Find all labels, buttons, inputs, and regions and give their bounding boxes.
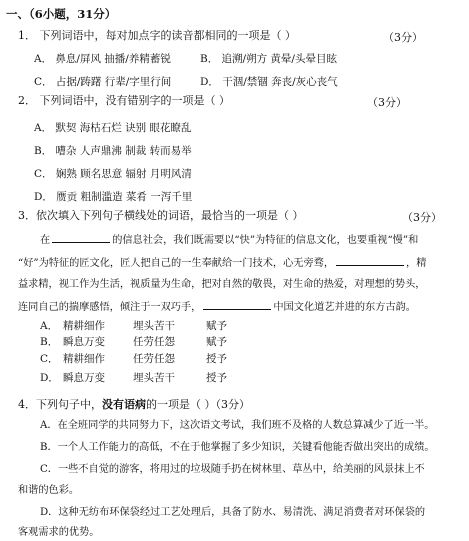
question-1-stem: 1． 下列词语中，每对加点字的读音都相同的一项是（ ）	[18, 29, 296, 42]
q3-blank-2	[336, 256, 404, 266]
q3-passage-text-3: ，精	[406, 258, 427, 269]
question-3-stem: 3．依次填入下列句子横线处的词语，最恰当的一项是（ ）	[18, 209, 304, 222]
q2-option-a: A． 默契 海枯石烂 诀别 眼花瞭乱	[34, 122, 192, 134]
q3-blank-3	[203, 300, 271, 310]
q3-passage-line-4	[18, 300, 416, 314]
q4-option-b: B．一个人工作能力的高低，不在于他掌握了多少知识，关键看他能否做出突出的成绩。	[40, 442, 435, 453]
q3-option-b-word-1: 瞬息万变	[63, 336, 105, 348]
q3-passage-text-6: 中国文化道艺并进的东方古韵。	[273, 302, 416, 313]
q3-passage-line-3	[18, 278, 426, 291]
q4-stem-part-1: 4．下列句子中，	[18, 398, 102, 411]
question-1-points: （3分）	[383, 31, 423, 44]
section-title: 一、（6小题，31分）	[6, 7, 117, 21]
q2-option-c: C． 娴熟 顾名思意 辐射 月明风清	[34, 168, 192, 180]
q4-option-d-cont: 客观需求的优势。	[18, 527, 100, 538]
q3-option-a-word-2: 埋头苦干	[133, 320, 175, 332]
question-2-stem: 2． 下列词语中，没有错别字的一项是（ ）	[18, 94, 230, 107]
q3-option-a-word-3: 赋予	[206, 320, 227, 332]
q3-option-d-word-1: 瞬息万变	[63, 372, 105, 384]
q3-passage-text-2: “好”为特征的匠文化，匠人把自己的一生奉献给一门技术，心无旁骛，	[18, 258, 335, 269]
q3-option-c-word-1: 精耕细作	[63, 353, 105, 365]
q2-option-d: D． 赝贡 粗制滥造 菜肴 一泻千里	[34, 191, 193, 203]
q3-option-b-word-2: 任劳任怨	[133, 336, 175, 348]
q3-option-d-letter: D．	[40, 372, 59, 384]
q3-passage-line-2	[18, 256, 426, 270]
question-2-points: （3分）	[367, 96, 407, 109]
q3-passage-text-4: 益求精，视工作为生活，视质量为生命，把对自然的敬畏，对生命的热爱，对理想的势头，	[18, 279, 426, 290]
q3-passage-line-1	[40, 233, 418, 247]
q3-passage-text-1: 的信息社会，我们既需要以“快”为特征的信息文化，也要重视“慢”和	[112, 235, 419, 246]
q4-option-c: C．一些不自觉的游客，将用过的垃圾随手扔在树林里、草丛中，给美丽的风景抹上不	[40, 464, 425, 475]
q1-option-b: B． 追溯/朔方 黄晕/头晕目眩	[200, 53, 337, 65]
q3-option-a-word-1: 精耕细作	[63, 320, 105, 332]
question-4-stem	[18, 398, 250, 411]
q3-option-b-word-3: 赋予	[206, 336, 227, 348]
q3-passage-text-5: 连同自己的揣摩感悟，倾注于一双巧手，	[18, 302, 202, 313]
q1-option-d: D． 干涸/禁锢 奔丧/灰心丧气	[200, 76, 338, 88]
q3-option-d-word-3: 授予	[206, 372, 227, 384]
q3-passage-lead: 在	[40, 235, 51, 246]
q4-option-a: A．在全班同学的共同努力下，这次语文考试，我们班不及格的人数总算减少了近一半。	[40, 420, 435, 431]
q4-option-d: D．这种无纺布环保袋经过工艺处理后，具备了防水、易清洗、满足消费者对环保袋的	[40, 507, 426, 518]
question-3-points: （3分）	[402, 211, 442, 224]
q3-option-a-letter: A．	[40, 320, 59, 332]
q3-option-d-word-2: 埋头苦干	[133, 372, 175, 384]
q3-option-c-letter: C．	[40, 353, 59, 365]
q1-option-c: C． 占据/踌躇 行辈/字里行间	[34, 76, 172, 88]
q4-stem-emphasis: 没有语病	[102, 398, 146, 411]
q4-stem-part-2: 的一项是（ ）（3分）	[146, 398, 250, 411]
q2-option-b: B． 嘈杂 人声鼎沸 制裁 转而易举	[34, 145, 192, 157]
q3-option-c-word-2: 任劳任怨	[133, 353, 175, 365]
q4-option-c-cont: 和谐的色彩。	[18, 485, 80, 496]
q3-blank-1	[52, 233, 110, 243]
q3-option-c-word-3: 授予	[206, 353, 227, 365]
q3-option-b-letter: B．	[40, 336, 59, 348]
q1-option-a: A． 鼻息/屏风 抽播/养精蓄锐	[34, 53, 171, 65]
